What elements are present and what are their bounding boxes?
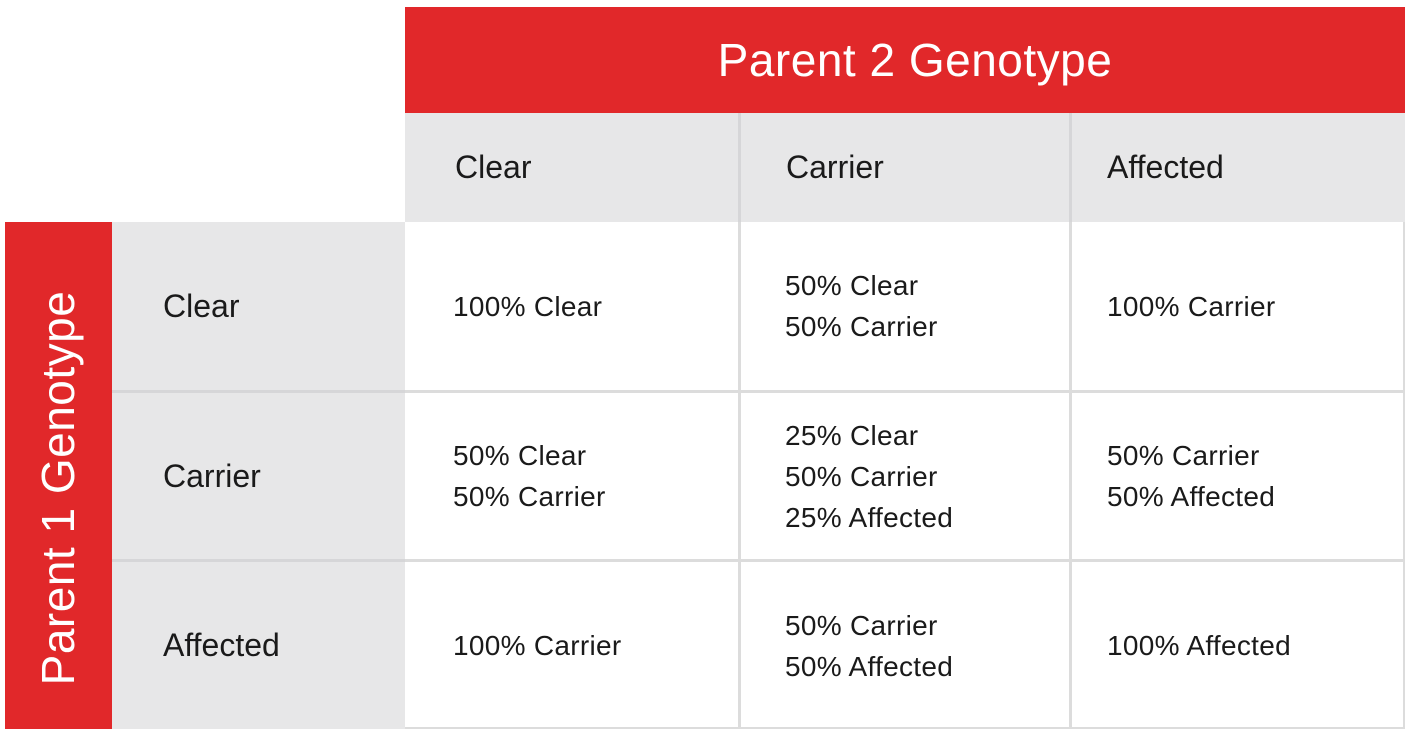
grid-vertical-line [738, 222, 741, 729]
cell-clear-clear [453, 222, 602, 390]
cell-line: 50% Affected [1107, 481, 1276, 512]
column-header-divider [738, 113, 741, 222]
column-header-carrier: Carrier [786, 149, 884, 185]
cell-line: 50% Carrier [453, 481, 606, 512]
column-header-affected: Affected [1107, 149, 1224, 185]
cell-line: 50% Affected [785, 650, 954, 682]
parent-1-genotype-title: Parent 1 Genotype [32, 290, 84, 686]
cell-clear-carrier [785, 222, 938, 390]
parent-2-genotype-banner [405, 7, 1405, 113]
cell-line: 50% Clear [785, 270, 919, 301]
row-header-column [112, 222, 405, 729]
cell-line: 50% Clear [453, 440, 587, 471]
cell-line: 50% Carrier [785, 311, 938, 342]
cell-line: 50% Carrier [785, 460, 938, 492]
row-header-affected: Affected [163, 627, 280, 663]
cell-affected-affected [1107, 562, 1291, 729]
cell-line: 100% Clear [453, 290, 603, 322]
cell-line: 100% Affected [1107, 630, 1291, 661]
cell-carrier-carrier [785, 393, 953, 559]
row-header-carrier: Carrier [163, 457, 261, 494]
cell-affected-carrier [785, 562, 953, 729]
column-header-row [405, 113, 1405, 222]
cell-affected-clear [453, 562, 622, 729]
cell-line: 50% Carrier [1107, 440, 1260, 471]
column-header-clear: Clear [455, 149, 532, 185]
parent-2-genotype-title: Parent 2 Genotype [717, 34, 1113, 86]
cell-line: 50% Carrier [785, 609, 938, 641]
cell-carrier-affected [1107, 393, 1275, 559]
cell-line: 100% Carrier [453, 630, 622, 661]
outcome-grid [405, 222, 1405, 729]
parent-1-genotype-banner [5, 222, 112, 729]
grid-vertical-line [1069, 222, 1072, 729]
row-header-clear: Clear [163, 287, 240, 324]
cell-line: 25% Clear [785, 419, 919, 451]
cell-line: 25% Affected [785, 501, 954, 533]
column-header-divider [1069, 113, 1072, 222]
cell-line: 100% Carrier [1107, 290, 1276, 322]
cell-clear-affected [1107, 222, 1276, 390]
cell-carrier-clear [453, 393, 606, 559]
